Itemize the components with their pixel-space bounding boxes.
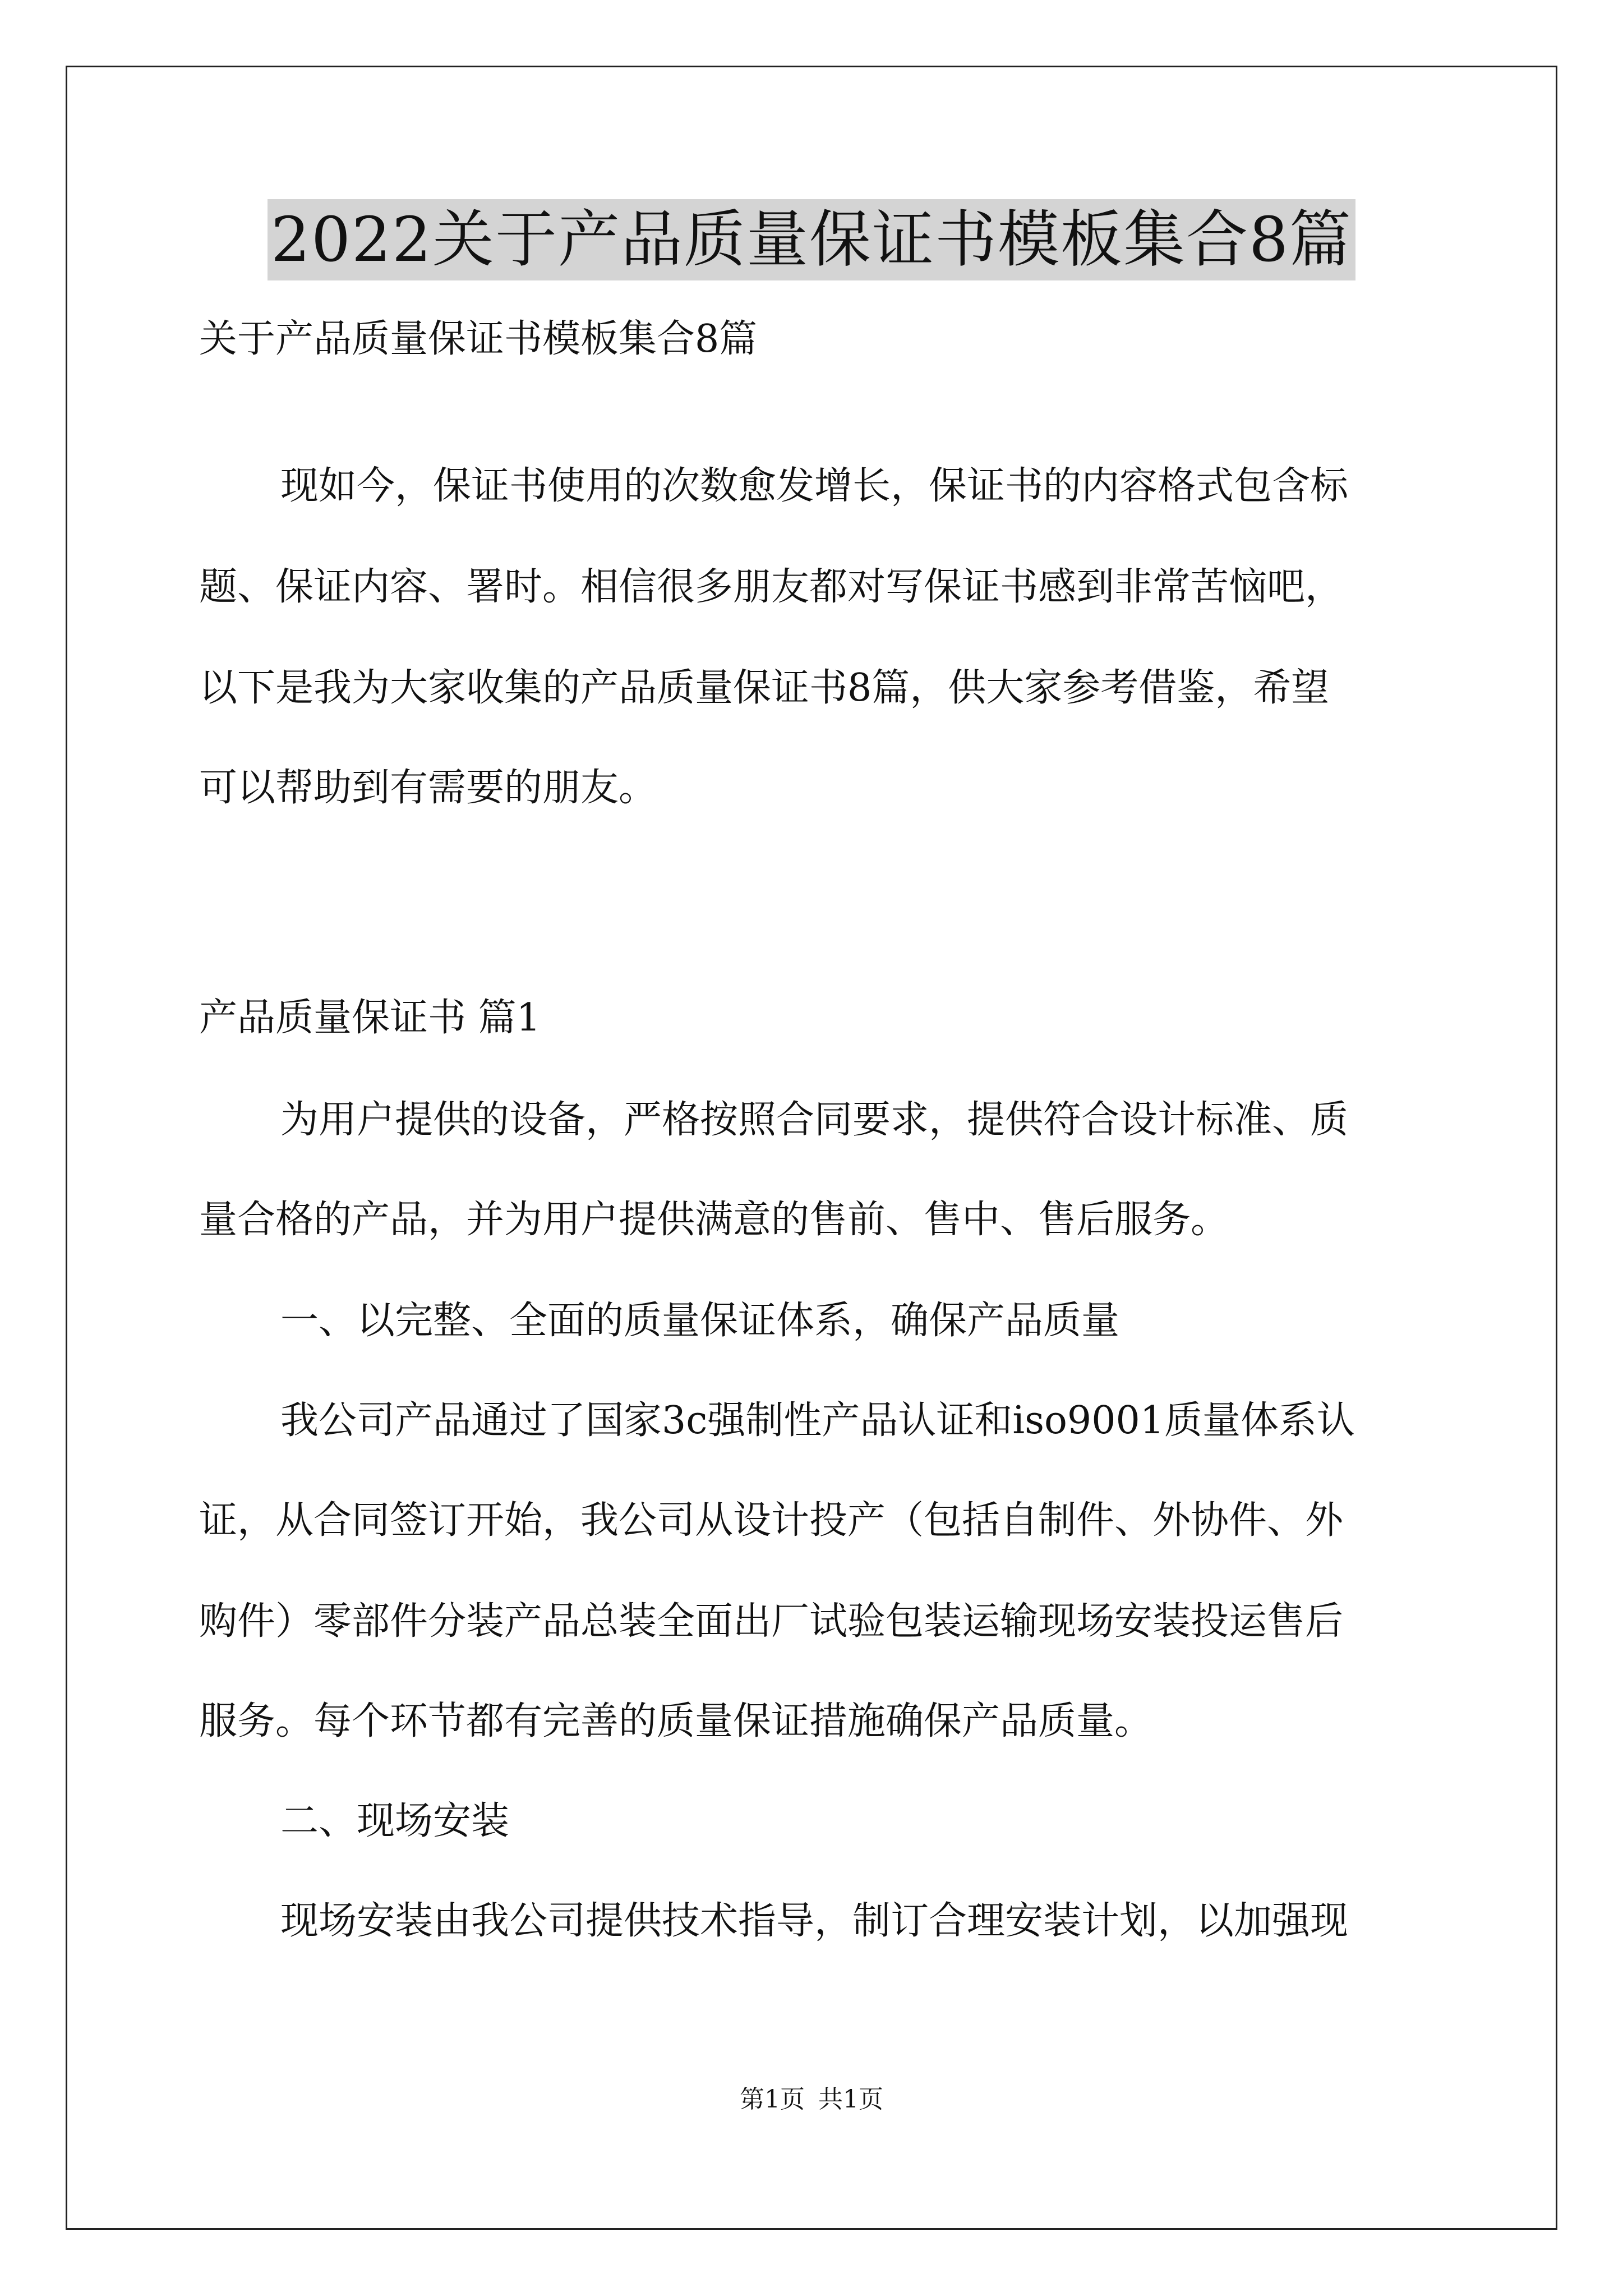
para2-line-2: 证，从合同签订开始，我公司从设计投产（包括自制件、外协件、外 [199,1498,1344,1543]
intro-line-4: 可以帮助到有需要的朋友。 [199,766,657,810]
intro-line-2: 题、保证内容、署时。相信很多朋友都对写保证书感到非常苦恼吧， [199,565,1344,609]
document-subtitle: 关于产品质量保证书模板集合8篇 [199,317,758,361]
para1-line-2: 量合格的产品，并为用户提供满意的售前、售中、售后服务。 [199,1198,1229,1242]
document-title: 2022关于产品质量保证书模板集合8篇 [268,199,1355,280]
page-footer [0,2083,1623,2116]
intro-line-1: 现如今，保证书使用的次数愈发增长，保证书的内容格式包含标 [280,464,1349,508]
title-container [0,199,1623,280]
item1-heading: 一、以完整、全面的质量保证体系，确保产品质量 [280,1299,1120,1343]
para3-line-1: 现场安装由我公司提供技术指导，制订合理安装计划，以加强现 [280,1899,1349,1943]
para2-line-4: 服务。每个环节都有完善的质量保证措施确保产品质量。 [199,1699,1153,1743]
para2-line-1: 我公司产品通过了国家3c强制性产品认证和iso9001质量体系认 [280,1398,1355,1443]
page-total: 共1页 [818,2085,883,2114]
para2-line-3: 购件）零部件分装产品总装全面出厂试验包装运输现场安装投运售后 [199,1599,1344,1644]
section-heading: 产品质量保证书 篇1 [199,996,541,1040]
page-number: 第1页 [740,2085,805,2114]
intro-line-3: 以下是我为大家收集的产品质量保证书8篇，供大家参考借鉴，希望 [199,666,1330,710]
para1-line-1: 为用户提供的设备，严格按照合同要求，提供符合设计标准、质 [280,1098,1349,1142]
item2-heading: 二、现场安装 [280,1799,510,1843]
